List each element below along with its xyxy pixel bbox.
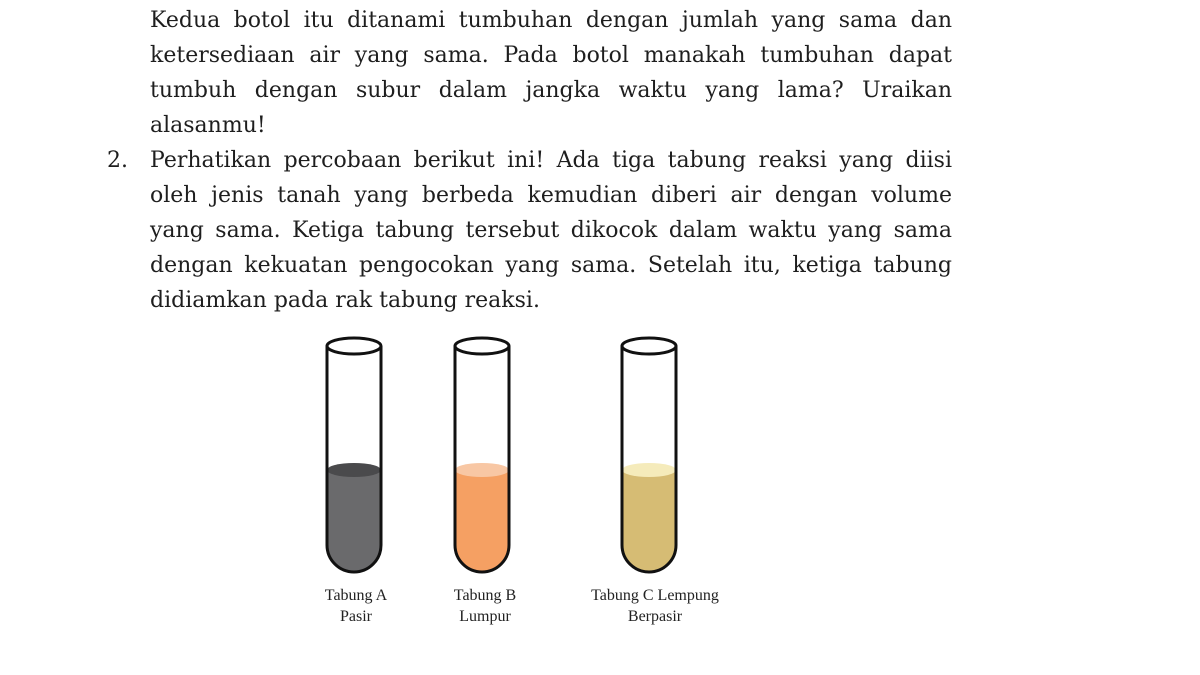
- question-2-line-3: yang sama. Ketiga tabung tersebut dikocok dalam waktu yang: [150, 218, 883, 243]
- paragraph-1-line-2: ketersediaan air yang sama. Pada botol manakah tumbuhan dapat: [150, 43, 952, 68]
- test-tube-b: [455, 338, 509, 572]
- question-2-line-1: Perhatikan percobaan berikut ini! Ada tiga tabung reaksi yang diisi: [150, 148, 952, 173]
- tube-c-caption-line-1: Tabung C Lempung: [591, 587, 719, 604]
- question-2-line-5: tabung didiamkan pada rak tabung reaksi.: [150, 253, 952, 313]
- test-tube-a-rim: [327, 338, 381, 354]
- test-tube-b-liquid: [455, 470, 509, 572]
- tube-c-caption-line-2: Berpasir: [627, 608, 683, 625]
- tube-a-caption-line-1: Tabung A: [324, 587, 388, 604]
- tube-a-caption: [296, 585, 416, 627]
- test-tube-c: [622, 338, 676, 572]
- test-tube-b-rim: [455, 338, 509, 354]
- test-tube-a: [327, 338, 381, 572]
- paragraph-1-line-4: alasanmu!: [150, 113, 266, 138]
- paragraph-1-line-3: tumbuh dengan subur dalam jangka waktu yang lama? Uraikan: [150, 78, 952, 103]
- test-tube-b-liquid-surface: [455, 463, 509, 477]
- tube-b-caption-line-1: Tabung B: [453, 587, 517, 604]
- paragraph-1-line-1: Kedua botol itu ditanami tumbuhan dengan jumlah yang sama dan: [150, 8, 952, 33]
- tube-c-caption: [560, 585, 750, 627]
- test-tube-c-rim: [622, 338, 676, 354]
- tube-a-caption-line-2: Pasir: [340, 608, 372, 625]
- test-tube-a-liquid-surface: [327, 463, 381, 477]
- question-2-line-4: sama dengan kekuatan pengocokan yang sama. Setelah itu, ketiga: [150, 218, 952, 278]
- tube-b-caption-line-2: Lumpur: [459, 608, 511, 625]
- test-tube-c-liquid: [622, 470, 676, 572]
- test-tube-a-liquid: [327, 470, 381, 572]
- test-tube-c-liquid-surface: [622, 463, 676, 477]
- tube-b-caption: [425, 585, 545, 627]
- question-number: 2.: [107, 148, 128, 173]
- question-2-line-2: oleh jenis tanah yang berbeda kemudian diberi air dengan volume: [150, 183, 952, 208]
